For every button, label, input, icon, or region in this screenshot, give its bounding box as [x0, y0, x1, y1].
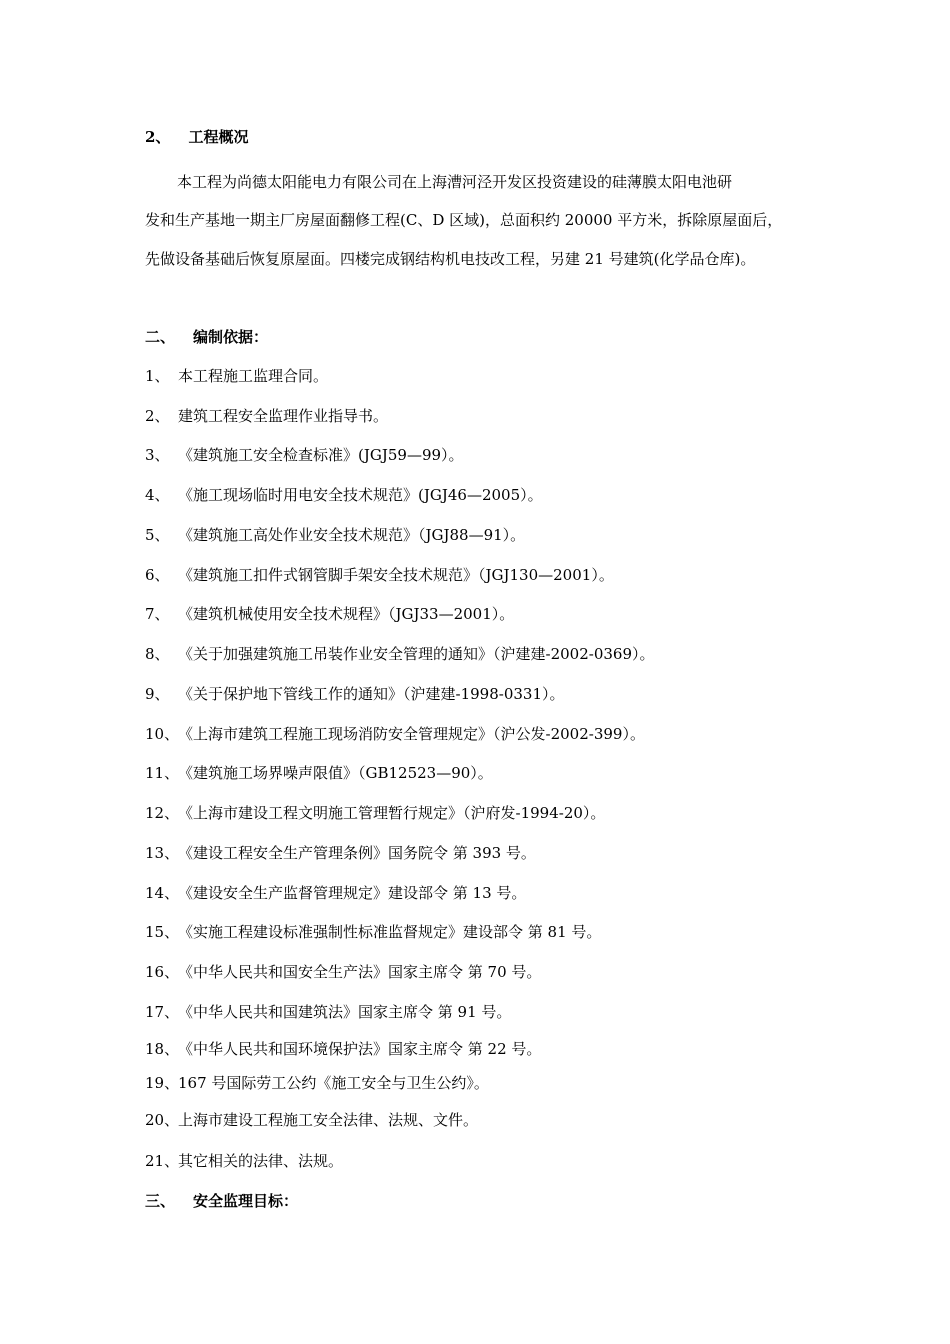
basis-item: [145, 445, 464, 465]
basis-item: [145, 684, 565, 704]
basis-item-number: 19、: [145, 1074, 180, 1092]
basis-item: [145, 724, 645, 744]
basis-item-text: 《上海市建设工程文明施工管理暂行规定》（沪府发-1994-20）。: [178, 804, 606, 822]
basis-item: [145, 922, 601, 942]
basis-item: [145, 525, 525, 545]
basis-item-text: 167 号国际劳工公约《施工安全与卫生公约》。: [178, 1074, 489, 1092]
section-overview-heading: [145, 127, 248, 147]
basis-item: [145, 1110, 478, 1130]
basis-item-text: 《建筑施工扣件式钢管脚手架安全技术规范》（JGJ130—2001）。: [178, 566, 614, 584]
basis-item-number: 18、: [145, 1040, 180, 1058]
basis-item-number: 10、: [145, 725, 180, 743]
basis-item-number: 11、: [145, 764, 180, 782]
basis-item-number: 20、: [145, 1111, 180, 1129]
basis-item: [145, 1073, 489, 1093]
basis-item: [145, 883, 526, 903]
basis-item-text: 《建筑施工安全检查标准》(JGJ59—99）。: [178, 446, 464, 464]
overview-paragraph-line-1: 本工程为尚德太阳能电力有限公司在上海漕河泾开发区投资建设的硅薄膜太阳电池研: [177, 173, 733, 191]
basis-item-text: 《中华人民共和国建筑法》国家主席令 第 91 号。: [178, 1003, 512, 1021]
basis-item-text: 《建设安全生产监督管理规定》建设部令 第 13 号。: [178, 884, 527, 902]
basis-item-text: 建筑工程安全监理作业指导书。: [178, 407, 389, 425]
section-goal-heading: [145, 1191, 298, 1211]
section-basis-heading: [145, 327, 268, 347]
basis-item: [145, 604, 514, 624]
basis-item: [145, 1002, 511, 1022]
basis-item: [145, 1039, 541, 1059]
basis-item-number: 17、: [145, 1003, 180, 1021]
basis-item-number: 16、: [145, 963, 180, 981]
section-overview-number: 2、: [145, 128, 171, 146]
overview-paragraph-line-2: 发和生产基地一期主厂房屋面翻修工程(C、D 区域)，总面积约 20000 平方米，拆除原屋面后，: [145, 211, 783, 229]
basis-item: [145, 366, 328, 386]
basis-item-number: 8、: [145, 645, 170, 663]
basis-item-text: 《中华人民共和国安全生产法》国家主席令 第 70 号。: [178, 963, 542, 981]
basis-item-text: 《施工现场临时用电安全技术规范》(JGJ46—2005）。: [178, 486, 543, 504]
basis-item-text: 《上海市建筑工程施工现场消防安全管理规定》（沪公发-2002-399）。: [178, 725, 645, 743]
section-goal-title: 安全监理目标：: [193, 1192, 299, 1210]
basis-item: [145, 485, 543, 505]
basis-item: [145, 565, 614, 585]
basis-item-number: 9、: [145, 685, 170, 703]
basis-item-text: 《建筑施工高处作业安全技术规范》（JGJ88—91）。: [178, 526, 526, 544]
basis-item: [145, 1151, 343, 1171]
basis-item-number: 6、: [145, 566, 170, 584]
basis-item-number: 5、: [145, 526, 170, 544]
section-basis-title: 编制依据：: [193, 328, 269, 346]
basis-item-text: 《中华人民共和国环境保护法》国家主席令 第 22 号。: [178, 1040, 542, 1058]
basis-item: [145, 406, 388, 426]
basis-item: [145, 803, 605, 823]
basis-item-text: 《关于保护地下管线工作的通知》（沪建建-1998-0331）。: [178, 685, 565, 703]
section-overview-title: 工程概况: [188, 128, 249, 146]
basis-item: [145, 644, 655, 664]
basis-item-number: 1、: [145, 367, 170, 385]
basis-item: [145, 763, 493, 783]
basis-item-number: 7、: [145, 605, 170, 623]
basis-item-text: 本工程施工监理合同。: [178, 367, 329, 385]
basis-item: [145, 962, 541, 982]
basis-item-number: 14、: [145, 884, 180, 902]
basis-item-text: 其它相关的法律、法规。: [178, 1152, 344, 1170]
basis-item-text: 《建筑机械使用安全技术规程》（JGJ33—2001）。: [178, 605, 515, 623]
basis-item-text: 《实施工程建设标准强制性标准监督规定》建设部令 第 81 号。: [178, 923, 602, 941]
basis-item: [145, 843, 536, 863]
basis-item-number: 2、: [145, 407, 170, 425]
section-basis-number: 二、: [145, 328, 176, 346]
basis-item-number: 12、: [145, 804, 180, 822]
basis-item-number: 15、: [145, 923, 180, 941]
overview-paragraph: [145, 172, 805, 282]
section-goal-number: 三、: [145, 1192, 176, 1210]
basis-item-number: 4、: [145, 486, 170, 504]
overview-paragraph-line-3: 先做设备基础后恢复原屋面。四楼完成钢结构机电技改工程，另建 21 号建筑(化学品仓库)。: [145, 250, 756, 268]
basis-item-number: 21、: [145, 1152, 180, 1170]
basis-item-text: 上海市建设工程施工安全法律、法规、文件。: [178, 1111, 479, 1129]
basis-item-number: 3、: [145, 446, 170, 464]
basis-item-text: 《关于加强建筑施工吊装作业安全管理的通知》（沪建建-2002-0369）。: [178, 645, 655, 663]
basis-item-text: 《建设工程安全生产管理条例》国务院令 第 393 号。: [178, 844, 536, 862]
basis-item-number: 13、: [145, 844, 180, 862]
basis-item-text: 《建筑施工场界噪声限值》（GB12523—90）。: [178, 764, 493, 782]
